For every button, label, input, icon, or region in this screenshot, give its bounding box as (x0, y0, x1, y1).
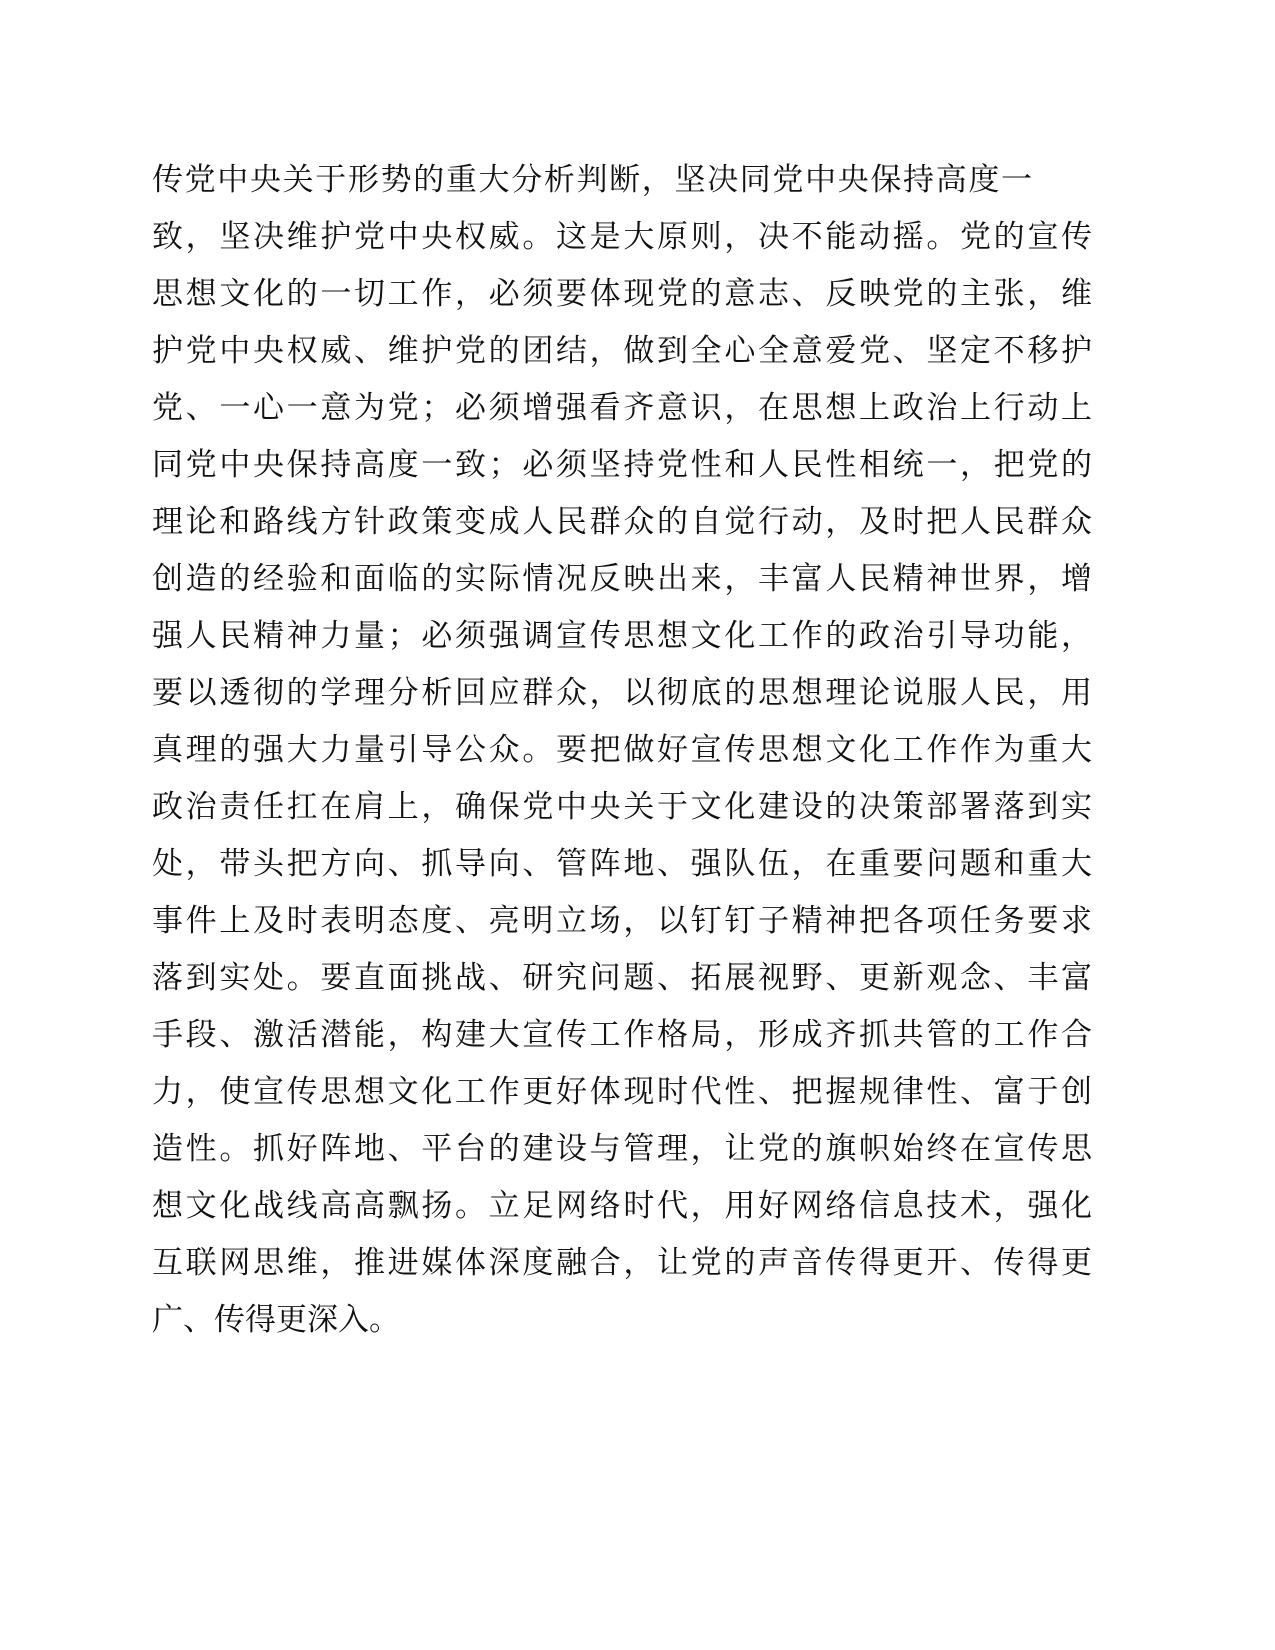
text-line-17: 力，使宣传思想文化工作更好体现时代性、把握规律性、富于创 (152, 1074, 1092, 1110)
text-line-13: 处，带头把方向、抓导向、管阵地、强队伍，在重要问题和重大 (152, 846, 1092, 882)
text-line-7: 理论和路线方针政策变成人民群众的自觉行动，及时把人民群众 (152, 504, 1092, 540)
text-line-3: 思想文化的一切工作，必须要体现党的意志、反映党的主张，维 (152, 276, 1092, 312)
text-line-21: 广、传得更深入。 (152, 1302, 400, 1338)
text-line-6: 同党中央保持高度一致；必须坚持党性和人民性相统一，把党的 (152, 447, 1092, 483)
text-line-11: 真理的强大力量引导公众。要把做好宣传思想文化工作作为重大 (152, 732, 1092, 768)
text-line-8: 创造的经验和面临的实际情况反映出来，丰富人民精神世界，增 (152, 561, 1092, 597)
text-line-10: 要以透彻的学理分析回应群众，以彻底的思想理论说服人民，用 (152, 675, 1092, 711)
text-line-4: 护党中央权威、维护党的团结，做到全心全意爱党、坚定不移护 (152, 333, 1092, 369)
text-line-18: 造性。抓好阵地、平台的建设与管理，让党的旗帜始终在宣传思 (152, 1131, 1092, 1167)
text-line-16: 手段、激活潜能，构建大宣传工作格局，形成齐抓共管的工作合 (152, 1017, 1092, 1053)
text-line-9: 强人民精神力量；必须强调宣传思想文化工作的政治引导功能， (152, 618, 1092, 654)
text-line-15: 落到实处。要直面挑战、研究问题、拓展视野、更新观念、丰富 (152, 960, 1092, 996)
text-line-14: 事件上及时表明态度、亮明立场，以钉钉子精神把各项任务要求 (152, 903, 1092, 939)
body-paragraph (152, 152, 1092, 1349)
text-line-2: 致，坚决维护党中央权威。这是大原则，决不能动摇。党的宣传 (152, 219, 1092, 255)
text-line-1: 传党中央关于形势的重大分析判断，坚决同党中央保持高度一 (152, 162, 1032, 198)
text-line-12: 政治责任扛在肩上，确保党中央关于文化建设的决策部署落到实 (152, 789, 1092, 825)
text-line-5: 党、一心一意为党；必须增强看齐意识，在思想上政治上行动上 (152, 390, 1092, 426)
text-line-20: 互联网思维，推进媒体深度融合，让党的声音传得更开、传得更 (152, 1245, 1092, 1281)
text-line-19: 想文化战线高高飘扬。立足网络时代，用好网络信息技术，强化 (152, 1188, 1092, 1224)
